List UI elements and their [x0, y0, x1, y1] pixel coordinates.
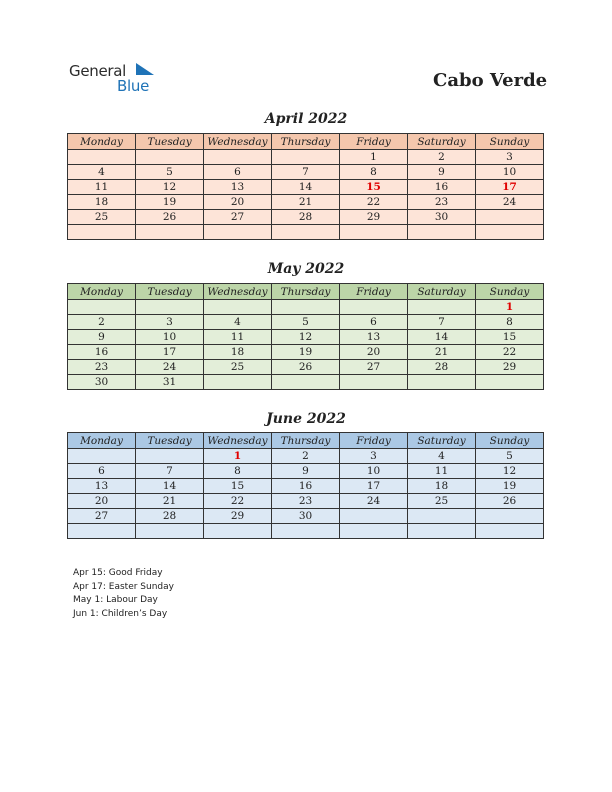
day-cell: 29 [476, 360, 544, 375]
empty-day-cell [204, 524, 272, 539]
day-cell: 30 [68, 375, 136, 390]
day-cell: 28 [136, 509, 204, 524]
holiday-note: Jun 1: Children’s Day [73, 608, 168, 619]
day-cell: 12 [136, 180, 204, 195]
day-cell: 26 [136, 210, 204, 225]
day-cell: 24 [476, 195, 544, 210]
day-cell: 18 [408, 479, 476, 494]
day-cell: 4 [68, 165, 136, 180]
weekday-header: Thursday [272, 284, 340, 300]
holiday-day-cell: 1 [204, 449, 272, 464]
day-cell: 14 [136, 479, 204, 494]
weekday-header-row [68, 284, 544, 300]
empty-day-cell [476, 509, 544, 524]
week-row [68, 524, 544, 539]
weekday-header: Tuesday [136, 433, 204, 449]
empty-day-cell [136, 150, 204, 165]
weekday-header: Tuesday [136, 284, 204, 300]
day-cell: 7 [408, 315, 476, 330]
empty-day-cell [340, 300, 408, 315]
day-cell: 17 [340, 479, 408, 494]
empty-day-cell [476, 210, 544, 225]
day-cell: 2 [272, 449, 340, 464]
week-row [68, 165, 544, 180]
empty-day-cell [68, 300, 136, 315]
day-cell: 3 [136, 315, 204, 330]
empty-day-cell [408, 225, 476, 240]
day-cell: 27 [204, 210, 272, 225]
day-cell: 6 [68, 464, 136, 479]
day-cell: 19 [272, 345, 340, 360]
empty-day-cell [340, 524, 408, 539]
day-cell: 13 [340, 330, 408, 345]
day-cell: 8 [204, 464, 272, 479]
weekday-header: Monday [68, 284, 136, 300]
empty-day-cell [340, 225, 408, 240]
day-cell: 3 [476, 150, 544, 165]
month-title-april: April 2022 [264, 111, 348, 127]
empty-day-cell [340, 375, 408, 390]
logo-word-general: General [69, 62, 127, 80]
empty-day-cell [476, 524, 544, 539]
empty-day-cell [408, 524, 476, 539]
day-cell: 28 [408, 360, 476, 375]
day-cell: 20 [204, 195, 272, 210]
day-cell: 5 [136, 165, 204, 180]
empty-day-cell [272, 300, 340, 315]
weekday-header-row [68, 134, 544, 150]
day-cell: 26 [476, 494, 544, 509]
day-cell: 10 [476, 165, 544, 180]
holiday-day-cell: 1 [476, 300, 544, 315]
empty-day-cell [476, 375, 544, 390]
day-cell: 18 [68, 195, 136, 210]
day-cell: 6 [340, 315, 408, 330]
day-cell: 25 [68, 210, 136, 225]
empty-day-cell [408, 375, 476, 390]
week-row [68, 300, 544, 315]
empty-day-cell [476, 225, 544, 240]
empty-day-cell [204, 150, 272, 165]
day-cell: 19 [136, 195, 204, 210]
day-cell: 22 [340, 195, 408, 210]
weekday-header: Monday [68, 134, 136, 150]
day-cell: 11 [408, 464, 476, 479]
day-cell: 10 [340, 464, 408, 479]
day-cell: 7 [136, 464, 204, 479]
day-cell: 15 [476, 330, 544, 345]
month-title-may: May 2022 [267, 261, 345, 277]
weekday-header: Friday [340, 433, 408, 449]
calendar-may [67, 283, 544, 390]
weekday-header: Thursday [272, 134, 340, 150]
empty-day-cell [68, 225, 136, 240]
day-cell: 14 [272, 180, 340, 195]
weekday-header: Monday [68, 433, 136, 449]
day-cell: 8 [340, 165, 408, 180]
holiday-day-cell: 15 [340, 180, 408, 195]
empty-day-cell [272, 375, 340, 390]
empty-day-cell [68, 524, 136, 539]
day-cell: 20 [340, 345, 408, 360]
empty-day-cell [408, 509, 476, 524]
empty-day-cell [68, 449, 136, 464]
day-cell: 2 [408, 150, 476, 165]
holiday-note: Apr 15: Good Friday [73, 568, 163, 578]
day-cell: 25 [204, 360, 272, 375]
day-cell: 12 [272, 330, 340, 345]
day-cell: 13 [68, 479, 136, 494]
week-row [68, 225, 544, 240]
month-title-june: June 2022 [266, 411, 346, 427]
holiday-note: May 1: Labour Day [73, 595, 158, 606]
empty-day-cell [136, 225, 204, 240]
weekday-header: Wednesday [204, 284, 272, 300]
day-cell: 26 [272, 360, 340, 375]
week-row [68, 509, 544, 524]
day-cell: 17 [136, 345, 204, 360]
day-cell: 4 [408, 449, 476, 464]
week-row [68, 150, 544, 165]
logo-flag-icon [136, 63, 154, 77]
week-row [68, 449, 544, 464]
calendar-april [67, 133, 544, 240]
day-cell: 30 [408, 210, 476, 225]
week-row [68, 330, 544, 345]
day-cell: 27 [340, 360, 408, 375]
calendar-june [67, 432, 544, 539]
weekday-header: Sunday [476, 134, 544, 150]
day-cell: 11 [68, 180, 136, 195]
weekday-header: Saturday [408, 134, 476, 150]
day-cell: 21 [272, 195, 340, 210]
week-row [68, 479, 544, 494]
empty-day-cell [340, 509, 408, 524]
week-row [68, 494, 544, 509]
week-row [68, 180, 544, 195]
weekday-header: Wednesday [204, 134, 272, 150]
day-cell: 1 [340, 150, 408, 165]
weekday-header: Saturday [408, 284, 476, 300]
day-cell: 30 [272, 509, 340, 524]
empty-day-cell [68, 150, 136, 165]
day-cell: 14 [408, 330, 476, 345]
day-cell: 22 [204, 494, 272, 509]
day-cell: 18 [204, 345, 272, 360]
day-cell: 24 [340, 494, 408, 509]
day-cell: 15 [204, 479, 272, 494]
day-cell: 9 [272, 464, 340, 479]
day-cell: 29 [204, 509, 272, 524]
day-cell: 23 [408, 195, 476, 210]
day-cell: 23 [68, 360, 136, 375]
day-cell: 5 [476, 449, 544, 464]
day-cell: 22 [476, 345, 544, 360]
day-cell: 21 [136, 494, 204, 509]
day-cell: 23 [272, 494, 340, 509]
day-cell: 24 [136, 360, 204, 375]
day-cell: 11 [204, 330, 272, 345]
weekday-header: Tuesday [136, 134, 204, 150]
day-cell: 7 [272, 165, 340, 180]
day-cell: 29 [340, 210, 408, 225]
day-cell: 16 [408, 180, 476, 195]
day-cell: 9 [408, 165, 476, 180]
country-title: Cabo Verde [433, 70, 548, 91]
day-cell: 19 [476, 479, 544, 494]
week-row [68, 345, 544, 360]
weekday-header: Wednesday [204, 433, 272, 449]
holiday-day-cell: 17 [476, 180, 544, 195]
weekday-header: Sunday [476, 284, 544, 300]
day-cell: 12 [476, 464, 544, 479]
empty-day-cell [272, 524, 340, 539]
empty-day-cell [204, 375, 272, 390]
day-cell: 21 [408, 345, 476, 360]
day-cell: 13 [204, 180, 272, 195]
day-cell: 2 [68, 315, 136, 330]
weekday-header: Friday [340, 284, 408, 300]
week-row [68, 210, 544, 225]
day-cell: 25 [408, 494, 476, 509]
week-row [68, 464, 544, 479]
empty-day-cell [272, 225, 340, 240]
weekday-header-row [68, 433, 544, 449]
day-cell: 27 [68, 509, 136, 524]
day-cell: 5 [272, 315, 340, 330]
generalblue-logo [69, 62, 169, 96]
day-cell: 3 [340, 449, 408, 464]
day-cell: 20 [68, 494, 136, 509]
empty-day-cell [272, 150, 340, 165]
weekday-header: Sunday [476, 433, 544, 449]
day-cell: 9 [68, 330, 136, 345]
weekday-header: Saturday [408, 433, 476, 449]
day-cell: 31 [136, 375, 204, 390]
empty-day-cell [204, 225, 272, 240]
weekday-header: Friday [340, 134, 408, 150]
day-cell: 6 [204, 165, 272, 180]
day-cell: 16 [68, 345, 136, 360]
empty-day-cell [408, 300, 476, 315]
logo-word-blue: Blue [117, 77, 149, 95]
holiday-note: Apr 17: Easter Sunday [73, 581, 174, 592]
empty-day-cell [136, 449, 204, 464]
week-row [68, 315, 544, 330]
day-cell: 28 [272, 210, 340, 225]
week-row [68, 360, 544, 375]
day-cell: 10 [136, 330, 204, 345]
day-cell: 16 [272, 479, 340, 494]
weekday-header: Thursday [272, 433, 340, 449]
empty-day-cell [136, 300, 204, 315]
week-row [68, 195, 544, 210]
empty-day-cell [136, 524, 204, 539]
holiday-notes [73, 567, 174, 621]
week-row [68, 375, 544, 390]
day-cell: 4 [204, 315, 272, 330]
day-cell: 8 [476, 315, 544, 330]
empty-day-cell [204, 300, 272, 315]
